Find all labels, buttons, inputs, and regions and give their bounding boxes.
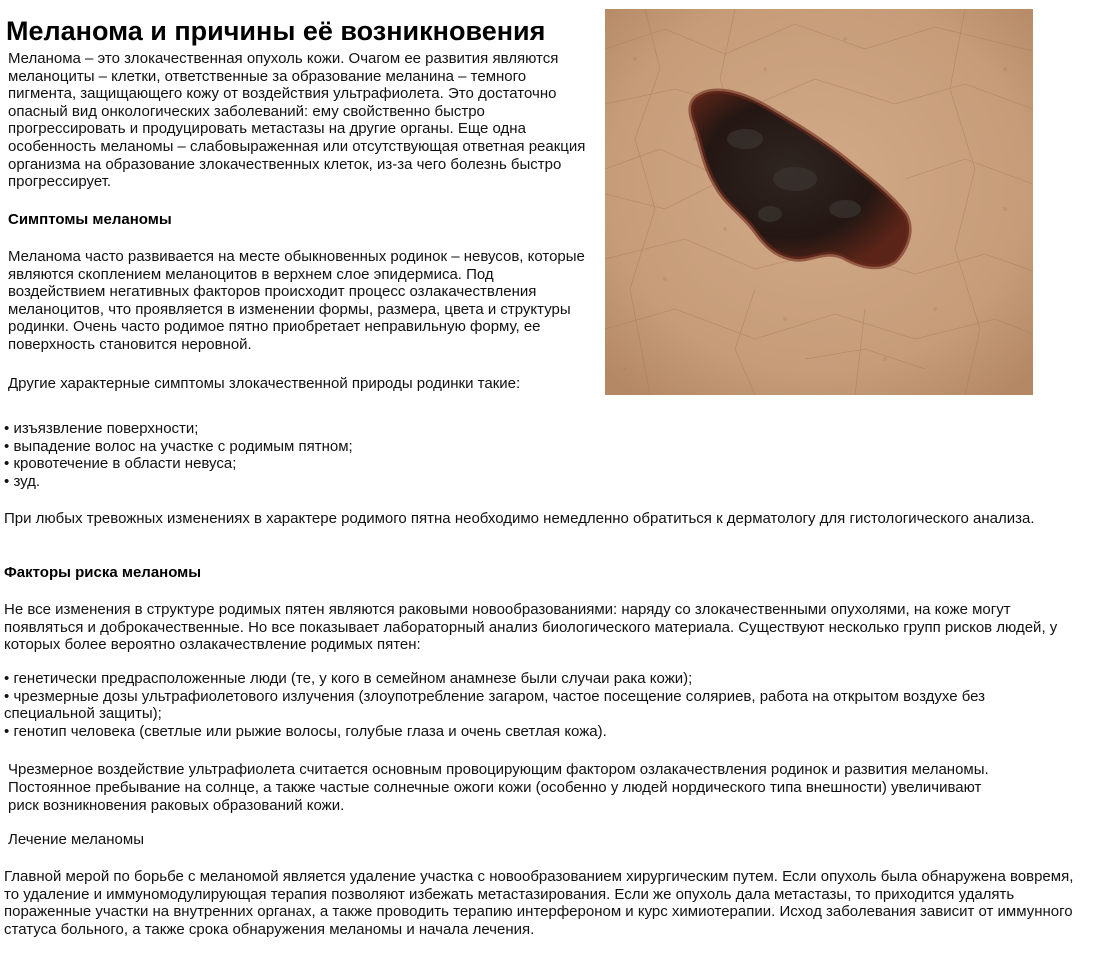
list-item-text: выпадение волос на участке с родимым пятном;: [13, 437, 353, 455]
symptoms-paragraph: Меланома часто развивается на месте обыкновенных родинок – невусов, которые являются скоплением меланоцитов в верхнем слое эпидермиса. Под воздействием негативных факторов происходит процесс озлакачествления меланоцитов, что проявляется в изменении формы, размера, цвета и структуры родинки. Очень часто родимое пятно приобретает неправильную форму, ее поверхность становится неровной.: [8, 248, 590, 353]
bullet-mark: •: [4, 472, 10, 490]
bullet-mark: •: [4, 437, 10, 455]
list-item-text: изъязвление поверхности;: [13, 420, 199, 437]
intro-paragraph: Меланома – это злокачественная опухоль кожи. Очагом ее развития являются меланоциты – клетки, ответственные за образование меланина – темного пигмента, защищающего кожу от воздействия ультрафиолета. Это достаточно опасный вид онкологических заболеваний: ему свойственно быстро прогрессировать и продуцировать метастазы на другие органы. Еще одна особенность меланомы – слабовыраженная или отсутствующая ответная реакция организма на образование злокачественных клеток, из-за чего болезнь быстро прогрессирует.: [8, 50, 590, 191]
bullet-mark: •: [4, 455, 10, 473]
symptoms-other-paragraph: Другие характерные симптомы злокачественной природы родинки такие:: [8, 375, 521, 392]
symptoms-heading: Симптомы меланомы: [8, 211, 172, 228]
list-item-text: генетически предрасположенные люди (те, у кого в семейном анамнезе были случаи рака кожи);: [13, 670, 693, 687]
melanoma-photo: [605, 9, 1033, 395]
uv-paragraph-line-1: Чрезмерное воздействие ультрафиолета считается основным провоцирующим фактором озлакачествления родинок и развития меланомы.: [8, 761, 989, 778]
list-item-text: чрезмерные дозы ультрафиолетового излучения (злоупотребление загаром, частое посещение соляриев, работа на открытом воздухе без специальной защиты);: [4, 687, 986, 723]
treatment-heading: Лечение меланомы: [8, 831, 144, 848]
list-item: [4, 420, 604, 438]
list-item: [4, 473, 604, 491]
list-item-text: кровотечение в области невуса;: [13, 455, 237, 473]
uv-paragraph-line-3: риск возникновения раковых образований кожи.: [8, 797, 345, 814]
risk-heading: Факторы риска меланомы: [4, 564, 202, 581]
list-item-text: зуд.: [13, 472, 41, 490]
list-item: [4, 455, 604, 473]
list-item-text: генотип человека (светлые или рыжие волосы, голубые глаза и очень светлая кожа).: [13, 722, 607, 740]
bullet-mark: •: [4, 420, 10, 437]
symptom-list: [4, 420, 604, 490]
article-title: Меланома и причины её возникновения: [6, 16, 546, 46]
melanoma-photo-illustration: [605, 9, 1033, 395]
risk-list: [4, 670, 1064, 740]
list-item: [4, 723, 1064, 741]
list-item: [4, 670, 1064, 688]
list-item: [4, 688, 1064, 723]
treatment-paragraph: Главной мерой по борьбе с меланомой является удаление участка с новообразованием хирургическим путем. Если опухоль была обнаружена вовремя, то удаление и иммуномодулирующая терапия позволяют избежать метастазирования. Если же опухоль дала метастазы, то приходится удалять пораженные участки на внутренних органах, а также проводить терапию интерфероном и курс химиотерапии. Исход заболевания зависит от иммунного статуса больного, а также срока обнаружения меланомы и начала лечения.: [4, 868, 1078, 938]
bullet-mark: •: [4, 670, 10, 687]
bullet-mark: •: [4, 722, 10, 740]
risk-paragraph: Не все изменения в структуре родимых пятен являются раковыми новообразованиями: наряду со злокачественными опухолями, на коже могут появляться и доброкачественные. Но все показывает лабораторный анализ биологического материала. Существуют несколько групп рисков людей, у которых более вероятно озлакачествление родимых пятен:: [4, 601, 1062, 654]
uv-paragraph-line-2: Постоянное пребывание на солнце, а также частые солнечные ожоги кожи (особенно у людей нордического типа внешности) увеличивают: [8, 779, 982, 796]
list-item: [4, 438, 604, 456]
symptoms-advice-paragraph: При любых тревожных изменениях в характере родимого пятна необходимо немедленно обратиться к дерматологу для гистологического анализа.: [4, 510, 1035, 527]
bullet-mark: •: [4, 687, 10, 705]
